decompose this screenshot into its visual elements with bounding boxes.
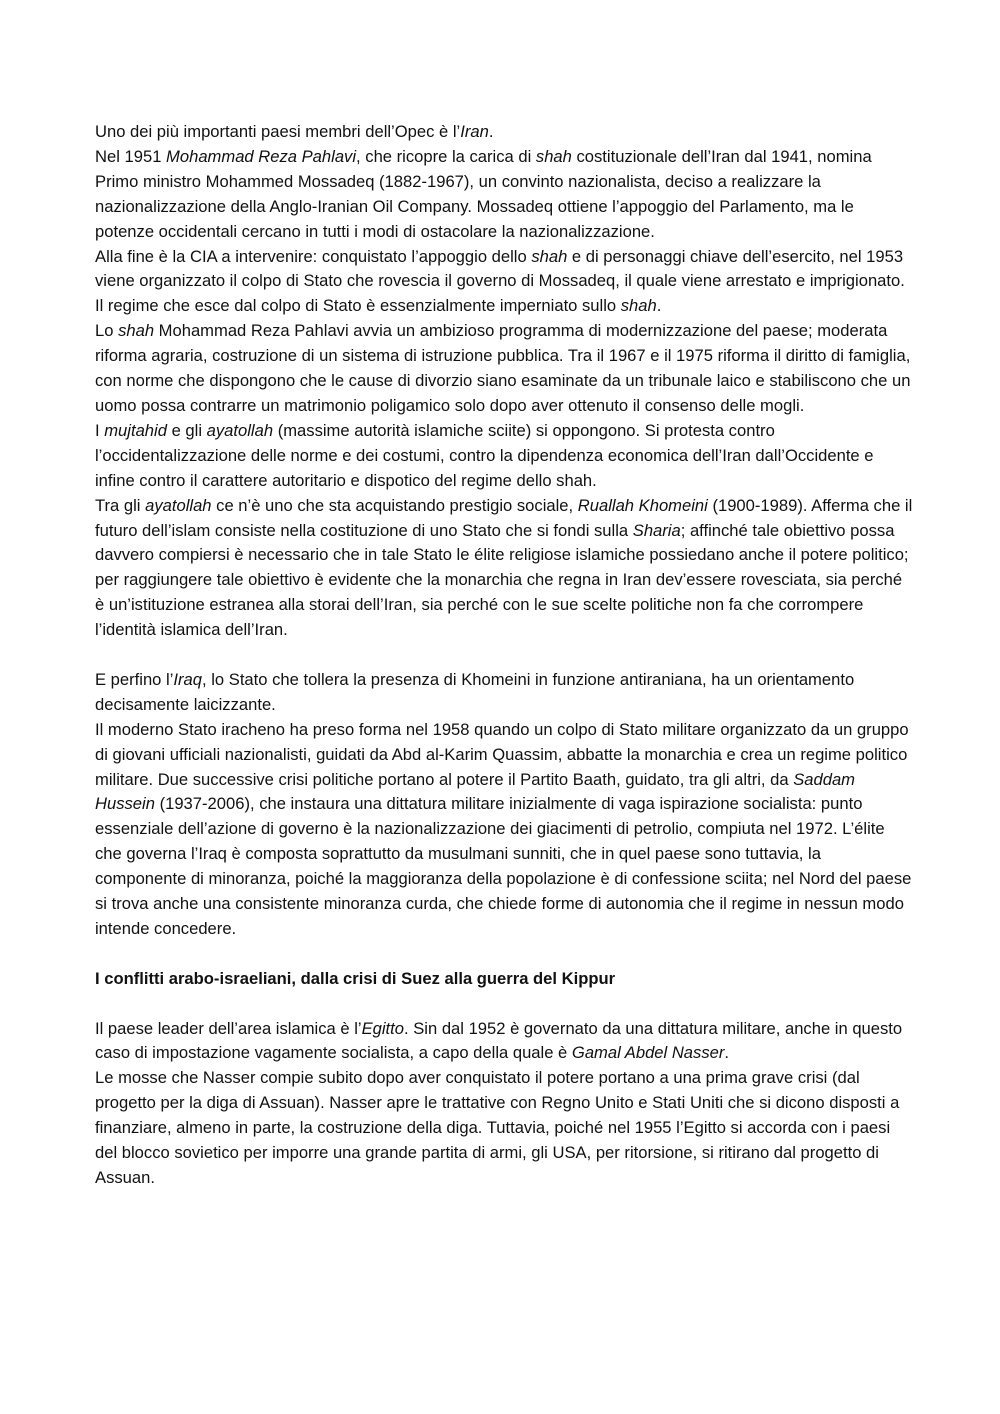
paragraph-spacer [95,643,915,668]
paragraph-iraq-intro: E perfino l’Iraq, lo Stato che tollera la presenza di Khomeini in funzione antiraniana, ha un orientamento decisamente laicizzante. [95,669,855,714]
paragraph-spacer [95,992,915,1017]
document-page [95,120,915,1191]
paragraph-shah-modernization: Lo shah Mohammad Reza Pahlavi avvia un ambizioso programma di modernizzazione del paese; moderata riforma agraria, costruzione di un sistema di istruzione pubblica. Tra il 1967 e il 1975 riforma il diritto di famiglia, con norme che dispongono che le cause di divorzio siano esaminate da un tribunale laico e stabiliscono che un uomo possa contrarre un matrimonio poligamico solo dopo aver ottenuto il consenso delle mogli. [95,321,911,415]
paragraph-khomeini: Tra gli ayatollah ce n’è uno che sta acquistando prestigio sociale, Ruallah Khomeini (1900-1989). Afferma che il futuro dell’islam consiste nella costituzione di uno Stato che si fondi sulla Sharia; affinché tale obiettivo possa davvero compiersi è necessario che in tale Stato le élite religiose islamiche possiedano anche il potere politico; per raggiungere tale obiettivo è evidente che la monarchia che regna in Iran dev’essere rovesciata, sia perché è un’istituzione estranea alla storai dell’Iran, sia perché con le sue scelte politiche non fa che corrompere l’identità islamica dell’Iran. [95,495,913,640]
section-heading: I conflitti arabo-israeliani, dalla crisi di Suez alla guerra del Kippur [95,968,616,988]
paragraph-egypt-nasser: Il paese leader dell’area islamica è l’Egitto. Sin dal 1952 è governato da una dittatura militare, anche in questo caso di impostazione vagamente socialista, a capo della quale è Gamal Abdel Nasser. [95,1018,903,1063]
paragraph-religious-opposition: I mujtahid e gli ayatollah (massime autorità islamiche sciite) si oppongono. Si protesta contro l’occidentalizzazione delle norme e dei costumi, contro la dipendenza economica dell’Iran dall’Occidente e infine contro il carattere autoritario e dispotico del regime dello shah. [95,420,874,490]
paragraph-assuan-dam: Le mosse che Nasser compie subito dopo aver conquistato il potere portano a una prima grave crisi (dal progetto per la diga di Assuan). Nasser apre le trattative con Regno Unito e Stati Uniti che si dicono disposti a finanziare, almeno in parte, la costruzione della diga. Tuttavia, poiché nel 1955 l’Egitto si accorda con i paesi del blocco sovietico per imporre una grande partita di armi, gli USA, per ritorsione, si ritirano dal progetto di Assuan. [95,1068,900,1188]
paragraph-iraq-state: Il moderno Stato iracheno ha preso forma nel 1958 quando un colpo di Stato militare organizzato da un gruppo di giovani ufficiali nazionalisti, guidati da Abd al-Karim Quassim, abbatte la monarchia e crea un regime politico militare. Due successive crisi politiche portano al potere il Partito Baath, guidato, tra gli altri, da Saddam Hussein (1937-2006), che instaura una dittatura militare inizialmente di vaga ispirazione socialista: punto essenziale dell’azione di governo è la nazionalizzazione dei giacimenti di petrolio, compiuta nel 1972. L’élite che governa l’Iraq è composta soprattutto da musulmani sunniti, che in quel paese sono tuttavia, la componente di minoranza, poiché la maggioranza della popolazione è di confessione sciita; nel Nord del paese si trova anche una consistente minoranza curda, che chiede forme di autonomia che il regime in nessun modo intende concedere. [95,719,912,938]
paragraph-shah-regime: Il regime che esce dal colpo di Stato è essenzialmente imperniato sullo shah. [95,296,662,316]
paragraph-cia-coup: Alla fine è la CIA a intervenire: conquistato l’appoggio dello shah e di personaggi chiave dell’esercito, nel 1953 viene organizzato il colpo di Stato che rovescia il governo di Mossadeq, il quale viene arrestato e imprigionato. [95,246,905,291]
paragraph-pahlavi-mossadeq: Nel 1951 Mohammad Reza Pahlavi, che ricopre la carica di shah costituzionale dell’Iran dal 1941, nomina Primo ministro Mohammed Mossadeq (1882-1967), un convinto nazionalista, deciso a realizzare la nazionalizzazione della Anglo-Iranian Oil Company. Mossadeq ottiene l’appoggio del Parlamento, ma le potenze occidentali cercano in tutti i modi di ostacolare la nazionalizzazione. [95,146,872,241]
paragraph-iran-opec: Uno dei più importanti paesi membri dell’Opec è l’Iran. [95,122,494,141]
paragraph-spacer [95,942,915,967]
